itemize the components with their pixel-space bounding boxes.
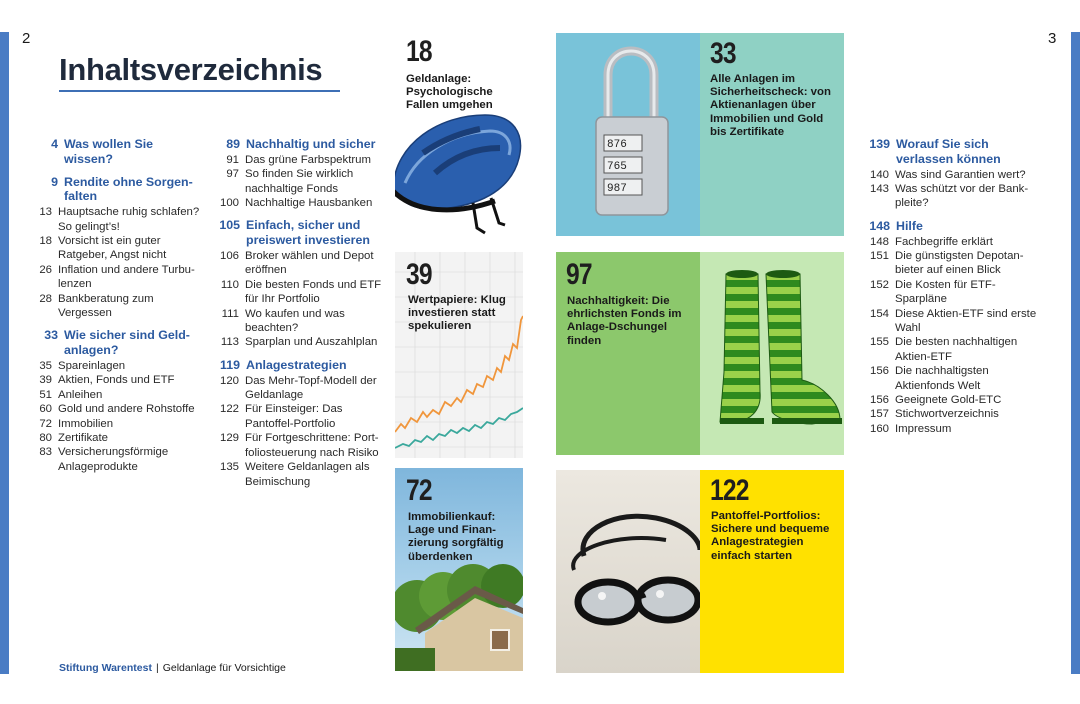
toc-entry[interactable] bbox=[862, 182, 1037, 211]
toc-entry-page-number: 111 bbox=[221, 307, 239, 320]
toc-entry[interactable] bbox=[862, 278, 1037, 307]
toc-entry[interactable] bbox=[212, 307, 388, 336]
toc-section-heading[interactable] bbox=[212, 358, 388, 373]
toc-section bbox=[862, 219, 1037, 436]
toc-section bbox=[212, 358, 388, 489]
toc-entry[interactable] bbox=[862, 168, 1037, 182]
toc-entry-page-number: 39 bbox=[39, 374, 52, 387]
toc-entry-text: Versicherungsförmige Anlageprodukte bbox=[58, 446, 169, 473]
tile-122-text[interactable] bbox=[700, 470, 844, 673]
toc-entry[interactable] bbox=[212, 196, 388, 210]
toc-entry-page-number: 83 bbox=[39, 446, 52, 459]
toc-entry-page-number: 100 bbox=[219, 197, 239, 210]
toc-entry-text: Hauptsache ruhig schlafen? So gelingt’s! bbox=[58, 206, 200, 233]
toc-entry-text: Die Kosten für ETF-Sparpläne bbox=[895, 278, 996, 306]
toc-entry[interactable] bbox=[862, 235, 1037, 249]
toc-section-page-number: 33 bbox=[44, 328, 58, 343]
toc-section-title: Was wollen Sie wissen? bbox=[64, 137, 154, 166]
tile-122-caption: Pantoffel-Portfolios: Sichere und bequeme Anlagestrategien einfach starten bbox=[711, 510, 830, 562]
footer-separator: | bbox=[155, 662, 159, 674]
toc-entry[interactable] bbox=[862, 407, 1037, 421]
toc-entry[interactable] bbox=[34, 402, 204, 416]
toc-entry-text: Inflation und andere Turbu-lenzen bbox=[58, 263, 195, 291]
toc-entry-page-number: 28 bbox=[39, 292, 52, 305]
toc-entry-text: Die besten Fonds und ETF für Ihr Portfolio bbox=[245, 278, 382, 306]
toc-entry-text: Immobilien bbox=[58, 417, 114, 430]
toc-section bbox=[34, 137, 204, 167]
toc-entry-page-number: 154 bbox=[869, 307, 889, 320]
tile-97-caption: Nachhaltigkeit: Die ehrlichsten Fonds im Anlage-Dschungel finden bbox=[567, 295, 682, 347]
toc-entry[interactable] bbox=[212, 374, 388, 403]
toc-section-heading[interactable] bbox=[862, 219, 1037, 234]
toc-entry-text: Gold und andere Rohstoffe bbox=[58, 403, 195, 416]
tile-97-text[interactable] bbox=[556, 252, 700, 455]
toc-entry-text: Stichwortverzeichnis bbox=[895, 408, 999, 421]
toc-entry-page-number: 91 bbox=[226, 153, 239, 166]
toc-section-title: Einfach, sicher und preiswert investieren bbox=[246, 218, 370, 248]
toc-entry-text: Die besten nachhaltigen Aktien-ETF bbox=[895, 336, 1018, 363]
toc-entry-text: Spareinlagen bbox=[58, 360, 126, 373]
toc-section-page-number: 139 bbox=[869, 137, 890, 151]
tile-72-caption: Immobilienkauf: Lage und Finan-zierung sorgfältig überdenken bbox=[408, 511, 504, 563]
toc-entry[interactable] bbox=[862, 422, 1037, 436]
toc-section-heading[interactable] bbox=[34, 175, 204, 205]
toc-section-heading[interactable] bbox=[34, 328, 204, 358]
toc-section-title: Rendite ohne Sorgen-falten bbox=[64, 174, 193, 204]
toc-entry-page-number: 51 bbox=[39, 388, 52, 401]
lock-dial-row-3: 987 bbox=[607, 183, 627, 195]
toc-entry[interactable] bbox=[212, 431, 388, 460]
tile-39-caption: Wertpapiere: Klug investieren statt spekulieren bbox=[408, 294, 506, 333]
toc-entry[interactable] bbox=[212, 153, 388, 167]
toc-section-heading[interactable] bbox=[34, 137, 204, 167]
toc-entry[interactable] bbox=[212, 335, 388, 349]
toc-entry-text: Wo kaufen und was beachten? bbox=[245, 307, 345, 335]
toc-section-page-number: 9 bbox=[51, 174, 58, 189]
toc-entry-page-number: 148 bbox=[869, 235, 889, 248]
tile-39-page-number: 39 bbox=[406, 258, 432, 291]
footer-brand: Stiftung Warentest bbox=[59, 662, 152, 674]
toc-entry-text: Für Einsteiger: Das Pantoffel-Portfolio bbox=[245, 403, 343, 430]
page-number-left: 2 bbox=[22, 30, 31, 47]
toc-entry-page-number: 80 bbox=[39, 432, 52, 445]
toc-entry-page-number: 129 bbox=[219, 432, 239, 445]
toc-section bbox=[212, 137, 388, 210]
toc-entry-page-number: 122 bbox=[219, 403, 239, 416]
toc-entry-page-number: 113 bbox=[220, 336, 239, 349]
page-title: Inhaltsverzeichnis bbox=[59, 52, 323, 87]
tile-33-text[interactable] bbox=[700, 33, 844, 236]
toc-entry-text: Impressum bbox=[895, 422, 952, 435]
toc-entry-page-number: 140 bbox=[869, 168, 889, 181]
toc-section bbox=[212, 218, 388, 349]
tile-33-caption: Alle Anlagen im Sicherheitscheck: von Aktienanlagen über Immobilien und Gold bis Zertifikate bbox=[710, 73, 831, 138]
toc-section-page-number: 89 bbox=[226, 137, 240, 151]
toc-section bbox=[34, 175, 204, 321]
toc-entry[interactable] bbox=[862, 307, 1037, 336]
title-underline bbox=[59, 90, 340, 92]
toc-entry-text: Für Fortgeschrittene: Port-foliosteuerung nach Risiko bbox=[245, 432, 379, 459]
page-footer bbox=[59, 662, 286, 674]
toc-entry-page-number: 60 bbox=[39, 403, 52, 416]
toc-section-title: Hilfe bbox=[896, 218, 923, 233]
toc-column-1 bbox=[34, 137, 204, 482]
rubber-boots-illustration bbox=[700, 252, 844, 455]
toc-section-heading[interactable] bbox=[862, 137, 1037, 167]
toc-entry-page-number: 151 bbox=[869, 250, 889, 263]
toc-entry-text: Das Mehr-Topf-Modell der Geldanlage bbox=[245, 374, 377, 402]
toc-entry-page-number: 143 bbox=[869, 183, 889, 195]
toc-entry[interactable] bbox=[212, 402, 388, 431]
toc-entry-text: Diese Aktien-ETF sind erste Wahl bbox=[895, 307, 1037, 335]
toc-section-page-number: 4 bbox=[51, 137, 58, 151]
toc-section-page-number: 119 bbox=[220, 357, 240, 372]
toc-entry-page-number: 135 bbox=[219, 461, 239, 474]
toc-section-page-number: 105 bbox=[219, 218, 240, 233]
toc-entry-page-number: 160 bbox=[869, 422, 889, 435]
toc-entry-text: Sparplan und Auszahlplan bbox=[245, 336, 378, 349]
toc-entry[interactable] bbox=[212, 167, 388, 196]
toc-entry-page-number: 106 bbox=[219, 250, 239, 263]
toc-entry[interactable] bbox=[212, 278, 388, 307]
toc-entry-page-number: 110 bbox=[220, 278, 239, 291]
tile-72-house[interactable] bbox=[395, 468, 523, 671]
toc-entry-page-number: 13 bbox=[39, 206, 52, 219]
toc-entry-text: Was schützt vor der Bank-pleite? bbox=[895, 183, 1029, 210]
toc-entry-page-number: 152 bbox=[869, 278, 889, 291]
toc-entry-page-number: 157 bbox=[869, 408, 889, 421]
toc-entry-text: Weitere Geldanlagen als Beimischung bbox=[245, 461, 370, 488]
toc-entry[interactable] bbox=[34, 263, 204, 292]
toc-entry[interactable] bbox=[862, 335, 1037, 364]
toc-entry-page-number: 120 bbox=[219, 374, 239, 387]
toc-entry-page-number: 156 bbox=[869, 394, 889, 407]
tile-33-page-number: 33 bbox=[710, 37, 736, 70]
tile-122-goggles-image[interactable] bbox=[556, 470, 700, 673]
padlock-illustration bbox=[556, 33, 700, 236]
toc-entry[interactable] bbox=[34, 388, 204, 402]
toc-entry[interactable] bbox=[212, 460, 388, 489]
toc-column-2 bbox=[212, 137, 388, 497]
toc-entry-text: Anleihen bbox=[58, 388, 103, 401]
toc-entry-page-number: 155 bbox=[869, 336, 889, 349]
page-number-right: 3 bbox=[1048, 30, 1057, 47]
toc-section-page-number: 148 bbox=[869, 218, 890, 233]
tile-97-boots-image[interactable] bbox=[700, 252, 844, 455]
tile-122-page-number: 122 bbox=[710, 474, 749, 507]
toc-column-3 bbox=[862, 137, 1037, 444]
toc-entry-page-number: 26 bbox=[39, 263, 52, 276]
toc-entry[interactable] bbox=[34, 445, 204, 474]
toc-entry-page-number: 156 bbox=[869, 365, 889, 378]
tile-72-page-number: 72 bbox=[406, 474, 432, 507]
toc-entry[interactable] bbox=[862, 249, 1037, 278]
toc-section-heading[interactable] bbox=[212, 137, 388, 152]
toc-entry[interactable] bbox=[34, 373, 204, 387]
tile-18-caption: Geldanlage: Psychologische Fallen umgehen bbox=[406, 73, 493, 112]
toc-entry-text: Die nachhaltigsten Aktienfonds Welt bbox=[895, 365, 989, 392]
toc-entry-text: Broker wählen und Depot eröffnen bbox=[245, 250, 374, 277]
toc-entry-page-number: 35 bbox=[39, 360, 52, 373]
toc-entry-page-number: 72 bbox=[39, 417, 52, 430]
toc-section-title: Wie sicher sind Geld-anlagen? bbox=[64, 328, 190, 358]
tile-39-chart[interactable] bbox=[395, 252, 523, 458]
tile-18-helmet[interactable] bbox=[395, 33, 527, 243]
lock-dial-row-1: 876 bbox=[607, 139, 627, 151]
toc-section-heading[interactable] bbox=[212, 218, 388, 248]
toc-entry[interactable] bbox=[34, 292, 204, 321]
toc-section bbox=[862, 137, 1037, 211]
right-page-edge-bar bbox=[1071, 32, 1080, 674]
tile-97-page-number: 97 bbox=[566, 258, 592, 291]
toc-entry-text: So finden Sie wirklich nachhaltige Fonds bbox=[245, 168, 354, 195]
toc-entry[interactable] bbox=[34, 417, 204, 431]
toc-entry-text: Die günstigsten Depotan-bieter auf einen Blick bbox=[895, 250, 1024, 277]
toc-entry-text: Bankberatung zum Vergessen bbox=[58, 292, 154, 320]
toc-section bbox=[34, 328, 204, 474]
bicycle-helmet-illustration bbox=[395, 33, 527, 243]
toc-entry-text: Nachhaltige Hausbanken bbox=[245, 197, 373, 210]
toc-entry-text: Fachbegriffe erklärt bbox=[895, 235, 993, 248]
toc-entry[interactable] bbox=[862, 364, 1037, 393]
toc-entry[interactable] bbox=[34, 205, 204, 234]
toc-entry-text: Zertifikate bbox=[58, 432, 109, 445]
toc-entry[interactable] bbox=[34, 234, 204, 263]
toc-entry-text: Aktien, Fonds und ETF bbox=[58, 374, 175, 387]
left-page-edge-bar bbox=[0, 32, 9, 674]
swim-goggles-illustration bbox=[556, 470, 700, 673]
tile-33-lock-image[interactable] bbox=[556, 33, 700, 236]
toc-entry-text: Vorsicht ist ein guter Ratgeber, Angst nicht bbox=[58, 235, 167, 262]
toc-entry[interactable] bbox=[34, 431, 204, 445]
tile-18-page-number: 18 bbox=[406, 35, 432, 68]
toc-entry-page-number: 18 bbox=[39, 235, 52, 247]
toc-section-title: Anlagestrategien bbox=[246, 357, 347, 372]
toc-entry-text: Geeignete Gold-ETC bbox=[895, 394, 1002, 407]
toc-entry-text: Was sind Garantien wert? bbox=[895, 168, 1026, 181]
toc-section-title: Nachhaltig und sicher bbox=[246, 137, 376, 151]
toc-entry[interactable] bbox=[862, 393, 1037, 407]
toc-entry-page-number: 97 bbox=[226, 168, 239, 181]
lock-dial-row-2: 765 bbox=[607, 161, 627, 173]
toc-entry-text: Das grüne Farbspektrum bbox=[245, 153, 371, 166]
toc-section-title: Worauf Sie sich verlassen können bbox=[896, 137, 1001, 166]
toc-entry[interactable] bbox=[34, 359, 204, 373]
toc-entry[interactable] bbox=[212, 249, 388, 278]
footer-book-title: Geldanlage für Vorsichtige bbox=[162, 662, 286, 674]
